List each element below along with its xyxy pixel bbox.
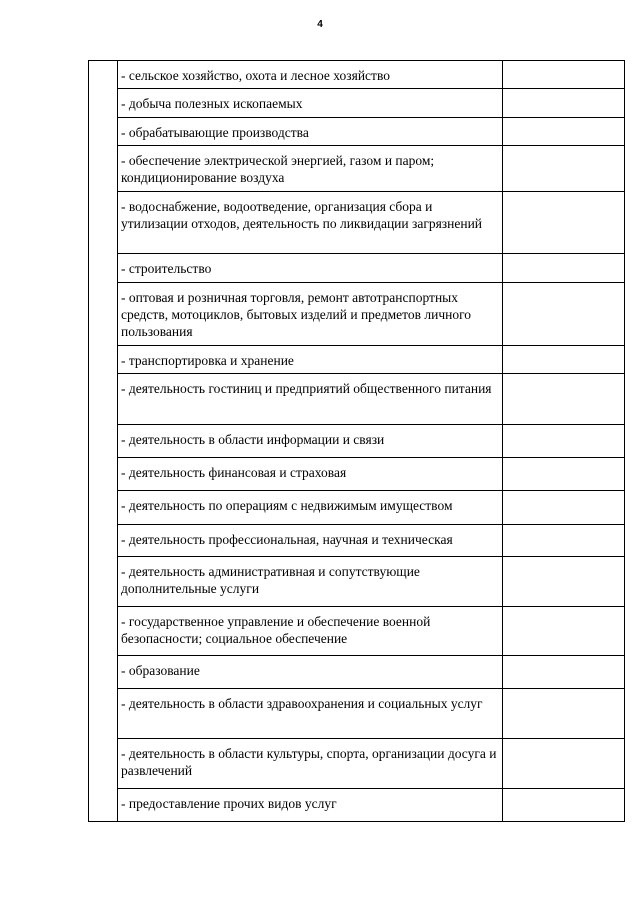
value-cell [503, 689, 625, 739]
value-cell [503, 607, 625, 656]
activity-label: - деятельность в области культуры, спорта, организации досуга и развлечений [118, 739, 503, 789]
table-row [89, 374, 625, 425]
activity-label: - добыча полезных ископаемых [118, 89, 503, 118]
activity-label: - деятельность по операциям с недвижимым имуществом [118, 491, 503, 525]
value-cell [503, 283, 625, 346]
value-cell [503, 491, 625, 525]
value-cell [503, 525, 625, 557]
table-row [89, 118, 625, 146]
activity-table-body [89, 61, 625, 822]
activity-label: - строительство [118, 254, 503, 283]
activity-label: - оптовая и розничная торговля, ремонт автотранспортных средств, мотоциклов, бытовых изделий и предметов личного пользования [118, 283, 503, 346]
table-row [89, 789, 625, 822]
table-row [89, 425, 625, 458]
table-row [89, 656, 625, 689]
value-cell [503, 254, 625, 283]
table-row [89, 458, 625, 491]
activity-label: - водоснабжение, водоотведение, организация сбора и утилизации отходов, деятельность по ликвидации загрязнений [118, 192, 503, 254]
table-row [89, 192, 625, 254]
table-row [89, 689, 625, 739]
activity-table [88, 60, 625, 822]
value-cell [503, 346, 625, 374]
value-cell [503, 89, 625, 118]
activity-label: - деятельность административная и сопутствующие дополнительные услуги [118, 557, 503, 607]
table-row [89, 254, 625, 283]
table-row [89, 607, 625, 656]
table-row [89, 146, 625, 192]
activity-label: - деятельность профессиональная, научная и техническая [118, 525, 503, 557]
activity-label: - государственное управление и обеспечение военной безопасности; социальное обеспечение [118, 607, 503, 656]
table-row [89, 61, 625, 89]
table-row [89, 491, 625, 525]
activity-label: - деятельность финансовая и страховая [118, 458, 503, 491]
value-cell [503, 425, 625, 458]
activity-label: - деятельность в области здравоохранения и социальных услуг [118, 689, 503, 739]
value-cell [503, 458, 625, 491]
table-row [89, 89, 625, 118]
value-cell [503, 789, 625, 822]
table-row [89, 283, 625, 346]
table-row [89, 525, 625, 557]
activity-label: - транспортировка и хранение [118, 346, 503, 374]
activity-label: - предоставление прочих видов услуг [118, 789, 503, 822]
value-cell [503, 656, 625, 689]
activity-label: - сельское хозяйство, охота и лесное хозяйство [118, 61, 503, 89]
value-cell [503, 192, 625, 254]
index-column-cell [89, 61, 118, 822]
value-cell [503, 557, 625, 607]
table-row [89, 346, 625, 374]
value-cell [503, 61, 625, 89]
table-row [89, 739, 625, 789]
value-cell [503, 146, 625, 192]
table-row [89, 557, 625, 607]
activity-label: - деятельность в области информации и связи [118, 425, 503, 458]
value-cell [503, 739, 625, 789]
page-number: 4 [317, 19, 323, 30]
activity-label: - обеспечение электрической энергией, газом и паром; кондиционирование воздуха [118, 146, 503, 192]
activity-label: - образование [118, 656, 503, 689]
value-cell [503, 118, 625, 146]
activity-label: - деятельность гостиниц и предприятий общественного питания [118, 374, 503, 425]
value-cell [503, 374, 625, 425]
activity-label: - обрабатывающие производства [118, 118, 503, 146]
